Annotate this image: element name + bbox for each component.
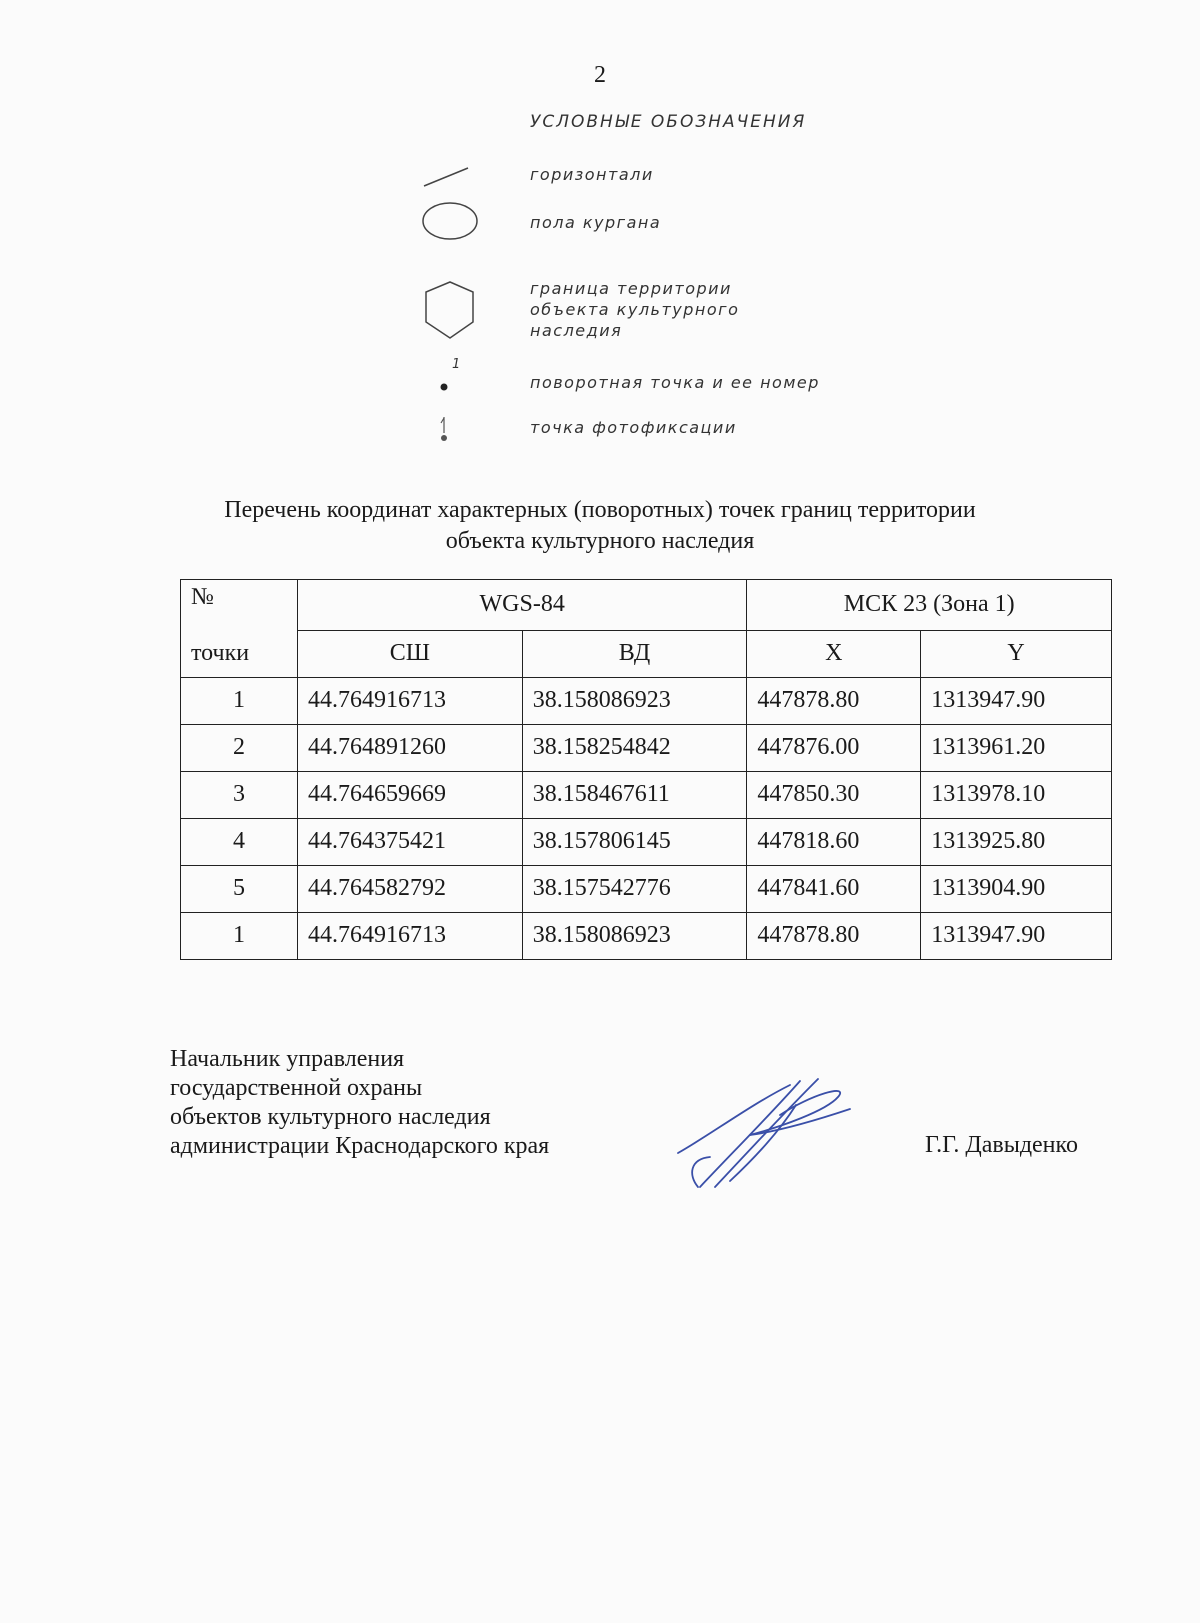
table-row [181, 865, 1112, 912]
x-cell: 447876.00 [747, 724, 921, 771]
page-number: 2 [594, 62, 606, 88]
point-number: 1 [181, 677, 298, 724]
table-row [181, 724, 1112, 771]
table-header-row [181, 580, 1112, 631]
header-msk23: МСК 23 (Зона 1) [747, 580, 1112, 631]
signer-name: Г.Г. Давыденко [925, 1132, 1078, 1158]
x-cell: 447850.30 [747, 771, 921, 818]
point-number: 3 [181, 771, 298, 818]
y-cell: 1313961.20 [921, 724, 1112, 771]
x-cell: 447818.60 [747, 818, 921, 865]
lat-cell: 44.764916713 [298, 677, 523, 724]
contour-line-icon [420, 162, 480, 192]
signer-position-line: Начальник управления [170, 1046, 405, 1072]
header-lat: СШ [298, 630, 523, 677]
table-subheader-row [181, 630, 1112, 677]
lat-cell: 44.764375421 [298, 818, 523, 865]
table-row [181, 818, 1112, 865]
legend-label: пола кургана [530, 213, 662, 232]
table-row [181, 912, 1112, 959]
point-number: 4 [181, 818, 298, 865]
legend-label: поворотная точка и ее номер [530, 373, 820, 392]
lon-cell: 38.158086923 [522, 677, 747, 724]
y-cell: 1313925.80 [921, 818, 1112, 865]
y-cell: 1313978.10 [921, 771, 1112, 818]
lon-cell: 38.158086923 [522, 912, 747, 959]
legend-label-line: граница территории [530, 279, 732, 298]
x-cell: 447878.80 [747, 912, 921, 959]
table-row [181, 771, 1112, 818]
legend-label: точка фотофиксации [530, 418, 737, 437]
signer-position [170, 1045, 549, 1161]
y-cell: 1313947.90 [921, 677, 1112, 724]
signer-position-line: государственной охраны [170, 1075, 423, 1101]
lat-cell: 44.764891260 [298, 724, 523, 771]
header-wgs84: WGS-84 [298, 580, 747, 631]
marker-number: 1 [452, 357, 461, 372]
turning-point-icon [420, 355, 480, 399]
signer-position-line: объектов культурного наследия [170, 1104, 491, 1130]
table-title [0, 495, 1200, 557]
lat-cell: 44.764582792 [298, 865, 523, 912]
coordinates-table [180, 579, 1112, 960]
lon-cell: 38.157542776 [522, 865, 747, 912]
point-number: 2 [181, 724, 298, 771]
legend-title: УСЛОВНЫЕ ОБОЗНАЧЕНИЯ [530, 112, 807, 132]
point-number: 5 [181, 865, 298, 912]
ellipse-icon [420, 200, 484, 244]
point-number: 1 [181, 912, 298, 959]
legend-label-line: объекта культурного [530, 300, 740, 319]
lat-cell: 44.764916713 [298, 912, 523, 959]
table-title-line: объекта культурного наследия [445, 528, 755, 554]
lon-cell: 38.158467611 [522, 771, 747, 818]
x-cell: 447878.80 [747, 677, 921, 724]
x-cell: 447841.60 [747, 865, 921, 912]
lon-cell: 38.157806145 [522, 818, 747, 865]
header-y: Y [921, 630, 1112, 677]
header-number-bottom: точки [181, 630, 298, 677]
legend-label: горизонтали [530, 165, 654, 184]
legend-label-line: наследия [530, 321, 623, 340]
legend-label-boundary [530, 278, 790, 341]
table-row [181, 677, 1112, 724]
header-number-top: № [181, 580, 298, 631]
header-x: X [747, 630, 921, 677]
lon-cell: 38.158254842 [522, 724, 747, 771]
signer-position-line: администрации Краснодарского края [170, 1133, 550, 1159]
hexagon-icon [420, 278, 490, 348]
table-title-line: Перечень координат характерных (поворотных) точек границ территории [224, 497, 976, 523]
header-lon: ВД [522, 630, 747, 677]
y-cell: 1313947.90 [921, 912, 1112, 959]
photo-point-icon [420, 415, 480, 455]
lat-cell: 44.764659669 [298, 771, 523, 818]
handwritten-signature [670, 1075, 870, 1195]
y-cell: 1313904.90 [921, 865, 1112, 912]
